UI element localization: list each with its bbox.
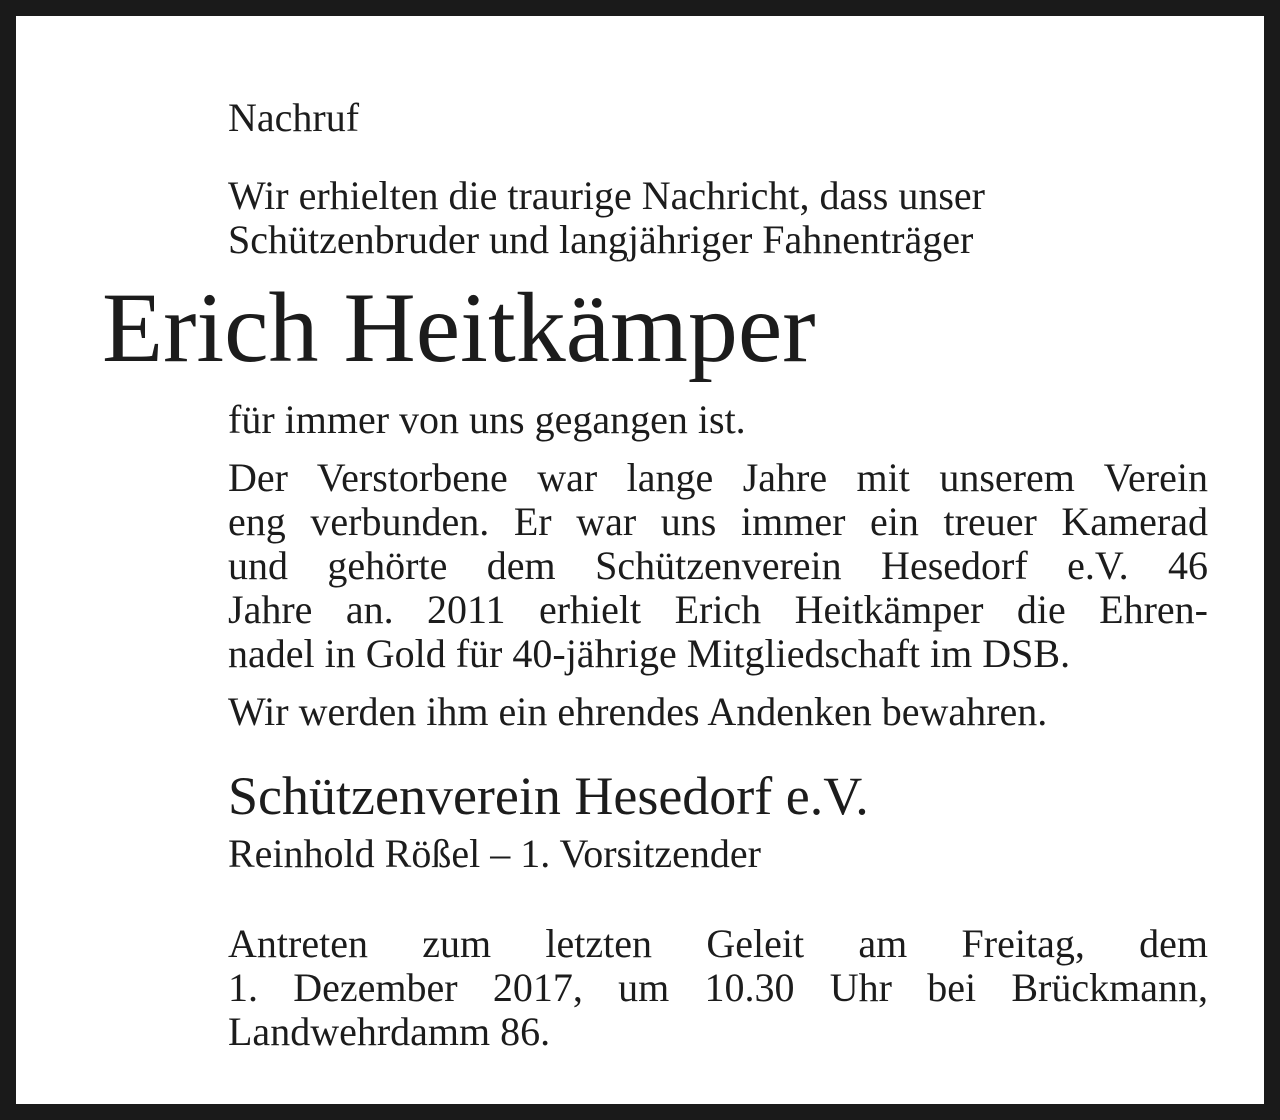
biography-paragraph (228, 456, 1208, 676)
intro-line: Schützenbruder und langjähriger Fahnenträger (228, 217, 974, 262)
bio-line: und gehörte dem Schützenverein Hesedorf e.V. 46 (228, 543, 1208, 588)
chairman-signature: Reinhold Rößel – 1. Vorsitzender (228, 831, 761, 876)
bio-line: eng verbunden. Er war uns immer ein treuer Kamerad (228, 499, 1208, 544)
remembrance-text: Wir werden ihm ein ehrendes Andenken bewahren. (228, 689, 1048, 734)
funeral-line: 1. Dezember 2017, um 10.30 Uhr bei Brückmann, (228, 965, 1208, 1010)
passed-text: für immer von uns gegangen ist. (228, 397, 746, 442)
intro-line: Wir erhielten die traurige Nachricht, dass unser (228, 173, 985, 218)
funeral-line: Landwehrdamm 86. (228, 1009, 551, 1054)
intro-paragraph (228, 174, 1208, 262)
notice-heading: Nachruf (228, 95, 360, 140)
bio-line: Jahre an. 2011 erhielt Erich Heitkämper die Ehren- (228, 587, 1208, 632)
club-name: Schützenverein Hesedorf e.V. (228, 766, 869, 826)
deceased-name: Erich Heitkämper (102, 272, 816, 383)
funeral-line: Antreten zum letzten Geleit am Freitag, dem (228, 921, 1208, 966)
bio-line: nadel in Gold für 40-jährige Mitgliedschaft im DSB. (228, 631, 1071, 676)
funeral-details (228, 922, 1208, 1054)
bio-line: Der Verstorbene war lange Jahre mit unserem Verein (228, 455, 1208, 500)
